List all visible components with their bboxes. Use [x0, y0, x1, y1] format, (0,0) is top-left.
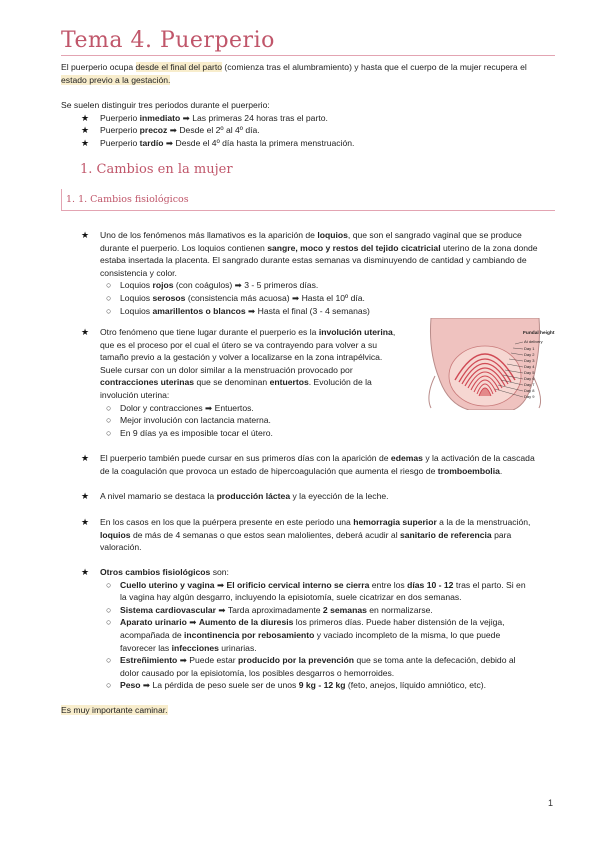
loquios-item: ★ Uno de los fenómenos más llamativos es la aparición de loquios, que son el sangrado vaginal que se produce durante el puerperio. Los loquios contienen sangre, moco y restos del tejido cicatricial uterino de la zona donde estaba insertada la placenta. El sangrado durante estas semanas va disminuyendo de cantidad y cambiando de consistencia y color. ○ Loquios rojos (con coágulos) ➡ 3 - 5 primeros días. ○ Loquios serosos (consistencia más acuosa) ➡ Hasta el 10º día. ○ Loquios amarillentos o blancos ➡ Hasta el final (3 - 4 semanas): [100, 229, 560, 317]
mamario-item: ★ A nivel mamario se destaca la producción láctea y la eyección de la leche.: [81, 491, 389, 501]
hemorragia-item: ★ En los casos en los que la puérpera presente en este periodo una hemorragia superior a la de la menstruación, loquios de más de 4 semanas o que estos sean malolientes, deberá acudir al sanitario de referencia para valoración.: [81, 517, 531, 553]
list-item: ○ Peso ➡ La pérdida de peso suele ser de unos 9 kg - 12 kg (feto, anejos, líquido amniótico, etc).: [106, 680, 486, 691]
list-item: ○ Estreñimiento ➡ Puede estar producido por la prevención que se toma ante la defecación, debido al: [106, 655, 516, 666]
figure-label: Day 7: [524, 382, 535, 387]
figure-label: Day 5: [524, 370, 535, 375]
list-item: ○ Loquios rojos (con coágulos) ➡ 3 - 5 primeros días.: [106, 280, 319, 291]
list-item: ○ En 9 días ya es imposible tocar el útero.: [106, 427, 273, 438]
figure-label: Day 9: [524, 394, 535, 399]
list-item: ○ Loquios serosos (consistencia más acuosa) ➡ Hasta el 10º día.: [106, 292, 365, 303]
list-item: ○ Cuello uterino y vagina ➡ El orificio cervical interno se cierra entre los días 10 - 12 tras el parto. Si en: [106, 579, 526, 590]
figure-label: At delivery: [524, 339, 543, 344]
page-title: Tema 4. Puerperio: [61, 28, 275, 53]
edemas-item: ★ El puerperio también puede cursar en sus primeros días con la aparición de edemas y la activación de la cascada de la coagulación que provoca un estado de hipercoagulación que aumenta el riesgo de tromboembolia.: [81, 453, 535, 476]
list-item: ★ Puerperio precoz ➡ Desde el 2º al 4º día.: [81, 125, 260, 136]
figure-label: Day 2: [524, 352, 535, 357]
figure-label: Day 1: [524, 346, 535, 351]
figure-heading: Fundal height: [523, 331, 555, 336]
figure-label: Day 8: [524, 388, 535, 393]
list-item: ★ Puerperio tardío ➡ Desde el 4º día hasta la primera menstruación.: [81, 137, 355, 148]
list-item: ○ Mejor involución con lactancia materna.: [106, 415, 271, 426]
intro-paragraph: El puerperio ocupa desde el final del parto (comienza tras el alumbramiento) y hasta que el cuerpo de la mujer recupera el estado previo a la gestación.: [61, 62, 527, 85]
list-item: ○ Sistema cardiovascular ➡ Tarda aproximadamente 2 semanas en normalizarse.: [106, 604, 433, 615]
otros-item: ★ Otros cambios fisiológicos son: ○ Cuello uterino y vagina ➡ El orificio cervical interno se cierra entre los días 10 - 12 tras el parto. Si en la vagina hay algún desgarro, incluyendo la episiotomía, suele cicatrizar en dos semanas. ○ Sistema cardiovascular ➡ Tarda aproximadamente 2 semanas en normalizarse. ○ Aparato urinario ➡ Aumento de la diuresis los primeros días. Puede haber distensión de la vejiga, acompañada de incontinencia por rebosamiento y vaciado incompleto de la misma, lo que puede favorecer las infecciones urinarias. ○ Estreñimiento ➡ Puede estar producido por la prevención que se toma ante la defecación, debido al dolor causado por la episiotomía, los posibles desgarros o hemorroides. ○ Peso ➡ La pérdida de peso suele ser de unos 9 kg - 12 kg (feto, anejos, líquido amniótico, etc).: [100, 566, 560, 692]
page-number: 1: [548, 798, 554, 808]
subsection-heading: 1. 1. Cambios fisiológicos: [66, 194, 189, 205]
list-item: ○ Loquios amarillentos o blancos ➡ Hasta el final (3 - 4 semanas): [106, 305, 370, 316]
title-divider: [61, 55, 555, 56]
list-item: ○ Aparato urinario ➡ Aumento de la diuresis los primeros días. Puede haber distensión de la vejiga,: [106, 617, 505, 628]
figure-label: Day 4: [524, 364, 535, 369]
closing-note: Es muy importante caminar.: [61, 705, 168, 715]
involucion-item: ★ Otro fenómeno que tiene lugar durante el puerperio es la involución uterina, que es el proceso por el cual el útero se va contrayendo para volver a su tamaño previo a la gestación y volver a localizarse en la zona intrapélvica. Suele cursar con un dolor similar a la menstruación provocado por contracciones uterinas que se denominan entuertos. Evolución de la involución uterina: ○ Dolor y contracciones ➡ Entuertos. ○ Mejor involución con lactancia materna. ○ En 9 días ya es imposible tocar el útero.: [100, 326, 420, 439]
list-item: ★ Puerperio inmediato ➡ Las primeras 24 horas tras el parto.: [81, 112, 328, 123]
figure-label: Day 3: [524, 358, 535, 363]
uterine-involution-figure: [425, 318, 555, 410]
figure-label: Day 6: [524, 376, 535, 381]
list-item: ○ Dolor y contracciones ➡ Entuertos.: [106, 402, 254, 413]
periods-block: Se suelen distinguir tres periodos durante el puerperio: ★ Puerperio inmediato ➡ Las primeras 24 horas tras el parto. ★ Puerperio precoz ➡ Desde el 2º al 4º día. ★ Puerperio tardío ➡ Desde el 4º día hasta la primera menstruación.: [61, 99, 556, 149]
section-heading: 1. Cambios en la mujer: [80, 162, 233, 177]
